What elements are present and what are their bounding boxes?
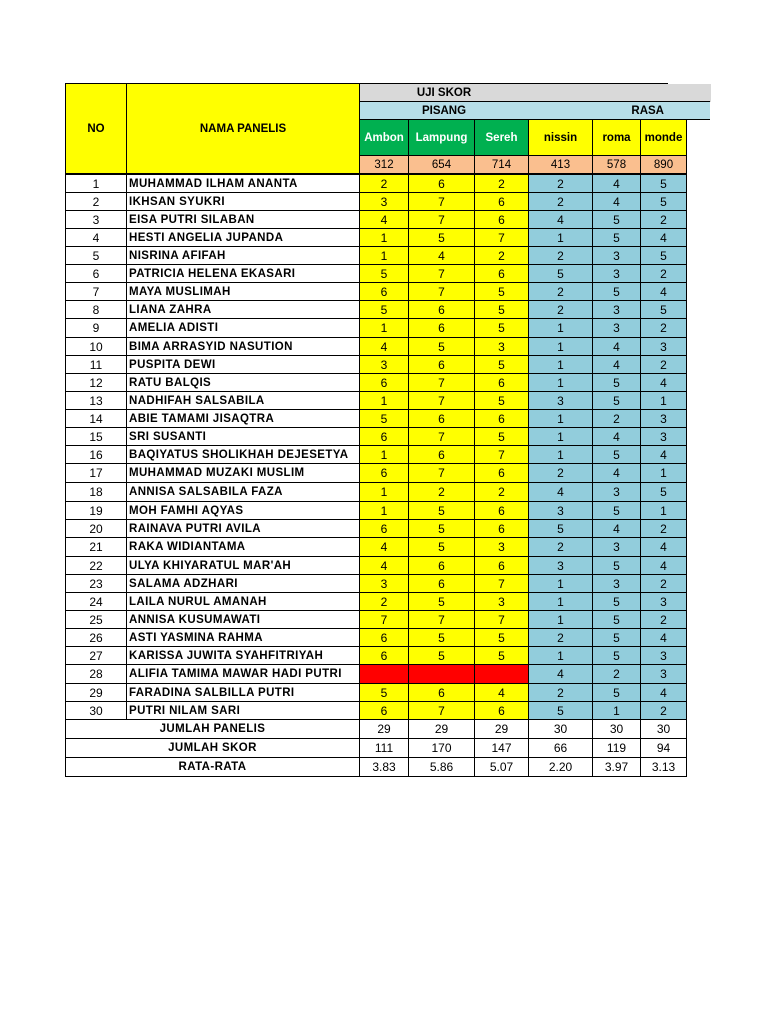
row-number[interactable]: 1 [65,174,127,193]
score-cell[interactable]: 4 [359,537,409,557]
score-cell[interactable]: 5 [592,373,641,392]
summary-label[interactable]: JUMLAH PANELIS [65,719,360,739]
sample-code-ambon[interactable]: 312 [359,155,409,174]
score-cell[interactable]: 2 [528,282,593,301]
score-cell[interactable]: 6 [474,701,529,720]
score-cell[interactable]: 6 [359,373,409,392]
panelist-name[interactable]: EISA PUTRI SILABAN [126,210,360,229]
sample-code-lampung[interactable]: 654 [408,155,475,174]
score-cell[interactable]: 1 [528,373,593,392]
summary-value[interactable]: 3.83 [359,757,409,777]
header-no[interactable]: NO [65,83,127,174]
score-cell[interactable]: 5 [474,391,529,410]
header-pisang[interactable]: PISANG [359,101,529,120]
score-cell[interactable]: 1 [528,445,593,464]
score-cell[interactable]: 2 [592,409,641,428]
score-cell[interactable]: 7 [408,373,475,392]
score-cell[interactable]: 2 [640,318,687,338]
score-cell[interactable]: 5 [592,391,641,410]
sample-header-nissin[interactable]: nissin [528,119,593,156]
row-number[interactable]: 27 [65,646,127,665]
score-cell[interactable]: 6 [408,318,475,338]
score-cell[interactable]: 2 [528,537,593,557]
score-cell[interactable]: 5 [592,610,641,629]
panelist-name[interactable]: ANNISA SALSABILA FAZA [126,482,360,502]
summary-value[interactable]: 119 [592,738,641,758]
score-cell[interactable]: 1 [359,482,409,502]
score-cell[interactable]: 4 [408,246,475,265]
score-cell[interactable]: 2 [640,210,687,229]
score-cell[interactable]: 1 [528,427,593,446]
score-cell[interactable]: 3 [592,264,641,283]
score-cell[interactable]: 3 [592,482,641,502]
score-cell[interactable]: 5 [592,210,641,229]
score-cell[interactable]: 2 [474,174,529,193]
score-cell[interactable]: 7 [408,391,475,410]
score-cell[interactable]: 4 [528,210,593,229]
score-cell[interactable]: 3 [359,574,409,593]
score-cell[interactable]: 3 [528,391,593,410]
score-cell[interactable]: 2 [640,264,687,283]
score-cell[interactable]: 1 [592,701,641,720]
score-cell[interactable]: 5 [528,701,593,720]
panelist-name[interactable]: AMELIA ADISTI [126,318,360,338]
panelist-name[interactable]: RAINAVA PUTRI AVILA [126,519,360,538]
sample-code-sereh[interactable]: 714 [474,155,529,174]
score-cell[interactable]: 2 [474,482,529,502]
score-cell[interactable]: 2 [640,610,687,629]
summary-value[interactable]: 94 [640,738,687,758]
summary-value[interactable]: 5.86 [408,757,475,777]
score-cell[interactable]: 6 [474,264,529,283]
score-cell[interactable]: 6 [408,683,475,702]
summary-value[interactable]: 3.97 [592,757,641,777]
score-cell[interactable]: 2 [640,519,687,538]
score-cell[interactable]: 5 [408,628,475,647]
score-cell[interactable]: 7 [408,610,475,629]
score-cell[interactable]: 2 [592,664,641,684]
score-cell[interactable]: 5 [359,409,409,428]
score-cell[interactable]: 1 [528,574,593,593]
score-cell[interactable]: 4 [640,556,687,575]
score-cell[interactable]: 6 [359,519,409,538]
score-cell[interactable]: 6 [408,445,475,464]
summary-label[interactable]: RATA-RATA [65,757,360,777]
summary-value[interactable]: 5.07 [474,757,529,777]
score-cell[interactable]: 6 [359,282,409,301]
row-number[interactable]: 18 [65,482,127,502]
score-cell[interactable]: 5 [359,683,409,702]
row-number[interactable]: 29 [65,683,127,702]
score-cell[interactable]: 2 [528,683,593,702]
score-cell[interactable]: 7 [408,701,475,720]
panelist-name[interactable]: NADHIFAH SALSABILA [126,391,360,410]
score-cell[interactable]: 5 [408,337,475,356]
score-cell[interactable]: 4 [640,282,687,301]
score-cell[interactable]: 1 [359,501,409,520]
score-cell[interactable]: 3 [592,537,641,557]
score-cell[interactable]: 1 [359,246,409,265]
row-number[interactable]: 22 [65,556,127,575]
score-cell[interactable] [408,664,475,684]
row-number[interactable]: 21 [65,537,127,557]
sample-code-nissin[interactable]: 413 [528,155,593,174]
score-cell[interactable]: 6 [359,427,409,446]
score-cell[interactable]: 2 [640,355,687,374]
score-cell[interactable]: 2 [359,592,409,611]
score-cell[interactable]: 1 [528,355,593,374]
score-cell[interactable]: 5 [592,646,641,665]
score-cell[interactable]: 4 [640,537,687,557]
score-cell[interactable]: 6 [408,556,475,575]
score-cell[interactable]: 5 [592,445,641,464]
row-number[interactable]: 4 [65,228,127,247]
panelist-name[interactable]: LIANA ZAHRA [126,300,360,319]
score-cell[interactable]: 3 [640,664,687,684]
score-cell[interactable]: 4 [592,355,641,374]
score-cell[interactable]: 3 [640,592,687,611]
score-cell[interactable]: 6 [474,210,529,229]
score-cell[interactable] [359,664,409,684]
row-number[interactable]: 24 [65,592,127,611]
panelist-name[interactable]: NISRINA AFIFAH [126,246,360,265]
panelist-name[interactable]: RAKA WIDIANTAMA [126,537,360,557]
panelist-name[interactable]: SRI SUSANTI [126,427,360,446]
score-cell[interactable]: 6 [408,300,475,319]
score-cell[interactable]: 4 [592,337,641,356]
score-cell[interactable]: 7 [408,282,475,301]
score-cell[interactable]: 1 [359,445,409,464]
score-cell[interactable]: 6 [474,373,529,392]
score-cell[interactable]: 6 [474,519,529,538]
score-cell[interactable]: 5 [528,519,593,538]
panelist-name[interactable]: MUHAMMAD MUZAKI MUSLIM [126,463,360,483]
score-cell[interactable]: 7 [474,574,529,593]
panelist-name[interactable]: MAYA MUSLIMAH [126,282,360,301]
score-cell[interactable]: 5 [408,592,475,611]
score-cell[interactable]: 6 [408,355,475,374]
panelist-name[interactable]: ABIE TAMAMI JISAQTRA [126,409,360,428]
score-cell[interactable]: 7 [408,210,475,229]
score-cell[interactable]: 5 [592,282,641,301]
summary-value[interactable]: 2.20 [528,757,593,777]
row-number[interactable]: 12 [65,373,127,392]
score-cell[interactable]: 6 [474,192,529,211]
sample-header-monde[interactable]: monde [640,119,687,156]
summary-value[interactable]: 30 [592,719,641,739]
score-cell[interactable]: 3 [528,556,593,575]
score-cell[interactable]: 5 [640,192,687,211]
score-cell[interactable]: 5 [640,300,687,319]
score-cell[interactable]: 6 [474,409,529,428]
score-cell[interactable]: 4 [528,482,593,502]
score-cell[interactable]: 3 [359,355,409,374]
row-number[interactable]: 28 [65,664,127,684]
summary-value[interactable]: 66 [528,738,593,758]
panelist-name[interactable]: MUHAMMAD ILHAM ANANTA [126,174,360,193]
row-number[interactable]: 15 [65,427,127,446]
score-cell[interactable]: 1 [640,501,687,520]
score-cell[interactable]: 1 [528,592,593,611]
row-number[interactable]: 30 [65,701,127,720]
score-cell[interactable]: 1 [359,228,409,247]
row-number[interactable]: 17 [65,463,127,483]
score-cell[interactable]: 6 [474,556,529,575]
score-cell[interactable]: 5 [592,501,641,520]
score-cell[interactable]: 3 [474,592,529,611]
score-cell[interactable]: 2 [640,701,687,720]
score-cell[interactable]: 6 [408,174,475,193]
score-cell[interactable]: 4 [528,664,593,684]
score-cell[interactable]: 5 [640,482,687,502]
summary-value[interactable]: 29 [359,719,409,739]
row-number[interactable]: 7 [65,282,127,301]
score-cell[interactable]: 5 [474,282,529,301]
score-cell[interactable]: 2 [359,174,409,193]
panelist-name[interactable]: HESTI ANGELIA JUPANDA [126,228,360,247]
score-cell[interactable]: 3 [474,337,529,356]
score-cell[interactable]: 7 [408,264,475,283]
row-number[interactable]: 19 [65,501,127,520]
row-number[interactable]: 3 [65,210,127,229]
score-cell[interactable]: 5 [408,501,475,520]
row-number[interactable]: 20 [65,519,127,538]
row-number[interactable]: 5 [65,246,127,265]
score-cell[interactable]: 2 [528,174,593,193]
score-cell[interactable]: 5 [408,646,475,665]
sample-code-roma[interactable]: 578 [592,155,641,174]
score-cell[interactable]: 2 [528,628,593,647]
score-cell[interactable]: 4 [592,519,641,538]
score-cell[interactable]: 2 [528,300,593,319]
row-number[interactable]: 13 [65,391,127,410]
row-number[interactable]: 8 [65,300,127,319]
score-cell[interactable]: 3 [640,337,687,356]
score-cell[interactable]: 2 [408,482,475,502]
score-cell[interactable]: 6 [359,646,409,665]
score-cell[interactable]: 5 [592,556,641,575]
score-cell[interactable]: 4 [592,192,641,211]
score-cell[interactable]: 5 [359,264,409,283]
score-cell[interactable]: 4 [592,174,641,193]
score-cell[interactable]: 6 [408,574,475,593]
score-cell[interactable]: 5 [474,318,529,338]
score-cell[interactable]: 6 [359,463,409,483]
score-cell[interactable]: 2 [474,246,529,265]
panelist-name[interactable]: ANNISA KUSUMAWATI [126,610,360,629]
score-cell[interactable]: 1 [640,391,687,410]
panelist-name[interactable]: ULYA KHIYARATUL MAR'AH [126,556,360,575]
panelist-name[interactable]: SALAMA ADZHARI [126,574,360,593]
score-cell[interactable]: 5 [592,628,641,647]
summary-value[interactable]: 111 [359,738,409,758]
score-cell[interactable]: 7 [408,192,475,211]
score-cell[interactable]: 3 [640,427,687,446]
score-cell[interactable]: 4 [640,373,687,392]
score-cell[interactable]: 6 [359,701,409,720]
sample-header-lampung[interactable]: Lampung [408,119,475,156]
row-number[interactable]: 26 [65,628,127,647]
score-cell[interactable]: 4 [359,556,409,575]
score-cell[interactable]: 5 [474,646,529,665]
panelist-name[interactable]: BIMA ARRASYID NASUTION [126,337,360,356]
score-cell[interactable]: 4 [592,463,641,483]
score-cell[interactable]: 2 [528,246,593,265]
row-number[interactable]: 9 [65,318,127,338]
panelist-name[interactable]: MOH FAMHI AQYAS [126,501,360,520]
score-cell[interactable]: 5 [640,174,687,193]
header-grey-fill [668,84,711,102]
score-cell[interactable]: 4 [359,210,409,229]
score-cell[interactable]: 1 [528,409,593,428]
row-number[interactable]: 6 [65,264,127,283]
score-cell[interactable]: 6 [474,463,529,483]
score-cell[interactable]: 3 [474,537,529,557]
score-cell[interactable]: 4 [640,628,687,647]
panelist-name[interactable]: ALIFIA TAMIMA MAWAR HADI PUTRI [126,664,360,684]
row-number[interactable]: 23 [65,574,127,593]
score-cell[interactable]: 5 [474,628,529,647]
score-cell[interactable]: 6 [359,628,409,647]
row-number[interactable]: 11 [65,355,127,374]
score-cell[interactable]: 3 [592,246,641,265]
score-cell[interactable]: 7 [474,445,529,464]
score-cell[interactable]: 7 [408,427,475,446]
panelist-name[interactable]: ASTI YASMINA RAHMA [126,628,360,647]
panelist-name[interactable]: BAQIYATUS SHOLIKHAH DEJESETYA [126,445,360,464]
row-number[interactable]: 25 [65,610,127,629]
summary-value[interactable]: 29 [408,719,475,739]
score-cell[interactable]: 1 [528,610,593,629]
score-cell[interactable]: 3 [592,300,641,319]
score-cell[interactable]: 2 [528,192,593,211]
score-cell[interactable]: 3 [640,646,687,665]
panelist-name[interactable]: PATRICIA HELENA EKASARI [126,264,360,283]
score-cell[interactable]: 1 [528,337,593,356]
summary-value[interactable]: 30 [528,719,593,739]
panelist-name[interactable]: FARADINA SALBILLA PUTRI [126,683,360,702]
sample-header-ambon[interactable]: Ambon [359,119,409,156]
score-cell[interactable]: 2 [528,463,593,483]
score-cell[interactable]: 4 [592,427,641,446]
score-cell[interactable]: 2 [640,574,687,593]
row-number[interactable]: 2 [65,192,127,211]
summary-value[interactable]: 29 [474,719,529,739]
score-cell[interactable] [474,664,529,684]
panelist-name[interactable]: LAILA NURUL AMANAH [126,592,360,611]
summary-value[interactable]: 30 [640,719,687,739]
score-cell[interactable]: 3 [528,501,593,520]
row-number[interactable]: 10 [65,337,127,356]
score-cell[interactable]: 5 [408,519,475,538]
score-cell[interactable]: 5 [474,300,529,319]
score-cell[interactable]: 3 [592,574,641,593]
score-cell[interactable]: 3 [592,318,641,338]
sample-code-monde[interactable]: 890 [640,155,687,174]
score-cell[interactable]: 4 [640,683,687,702]
summary-value[interactable]: 147 [474,738,529,758]
score-cell[interactable]: 5 [528,264,593,283]
score-cell[interactable]: 5 [359,300,409,319]
summary-label[interactable]: JUMLAH SKOR [65,738,360,758]
panelist-name[interactable]: RATU BALQIS [126,373,360,392]
score-cell[interactable]: 1 [359,391,409,410]
score-cell[interactable]: 1 [528,228,593,247]
score-cell[interactable]: 5 [592,228,641,247]
sample-header-sereh[interactable]: Sereh [474,119,529,156]
score-cell[interactable]: 4 [640,445,687,464]
score-cell[interactable]: 1 [528,646,593,665]
header-uji-skor[interactable]: UJI SKOR [359,83,529,102]
score-cell[interactable]: 5 [408,537,475,557]
header-nama-panelis[interactable]: NAMA PANELIS [126,83,360,174]
score-cell[interactable]: 5 [640,246,687,265]
panelist-name[interactable]: KARISSA JUWITA SYAHFITRIYAH [126,646,360,665]
score-cell[interactable]: 7 [359,610,409,629]
score-cell[interactable]: 5 [408,228,475,247]
score-cell[interactable]: 1 [359,318,409,338]
score-cell[interactable]: 7 [474,610,529,629]
score-cell[interactable]: 5 [474,427,529,446]
score-cell[interactable]: 7 [474,228,529,247]
panelist-name[interactable]: PUSPITA DEWI [126,355,360,374]
score-cell[interactable]: 3 [640,409,687,428]
panelist-name[interactable]: IKHSAN SYUKRI [126,192,360,211]
row-number[interactable]: 14 [65,409,127,428]
summary-value[interactable]: 170 [408,738,475,758]
score-cell[interactable]: 7 [408,463,475,483]
score-cell[interactable]: 1 [640,463,687,483]
header-uji-skor-extension[interactable] [528,83,668,102]
score-cell[interactable]: 5 [592,683,641,702]
score-cell[interactable]: 5 [592,592,641,611]
score-cell[interactable]: 4 [474,683,529,702]
panelist-name[interactable]: PUTRI NILAM SARI [126,701,360,720]
sample-header-roma[interactable]: roma [592,119,641,156]
score-cell[interactable]: 3 [359,192,409,211]
summary-value[interactable]: 3.13 [640,757,687,777]
score-cell[interactable]: 5 [474,355,529,374]
score-cell[interactable]: 4 [359,337,409,356]
header-rasa[interactable]: RASA [528,101,710,120]
score-cell[interactable]: 1 [528,318,593,338]
score-cell[interactable]: 6 [408,409,475,428]
row-number[interactable]: 16 [65,445,127,464]
score-cell[interactable]: 4 [640,228,687,247]
score-cell[interactable]: 6 [474,501,529,520]
